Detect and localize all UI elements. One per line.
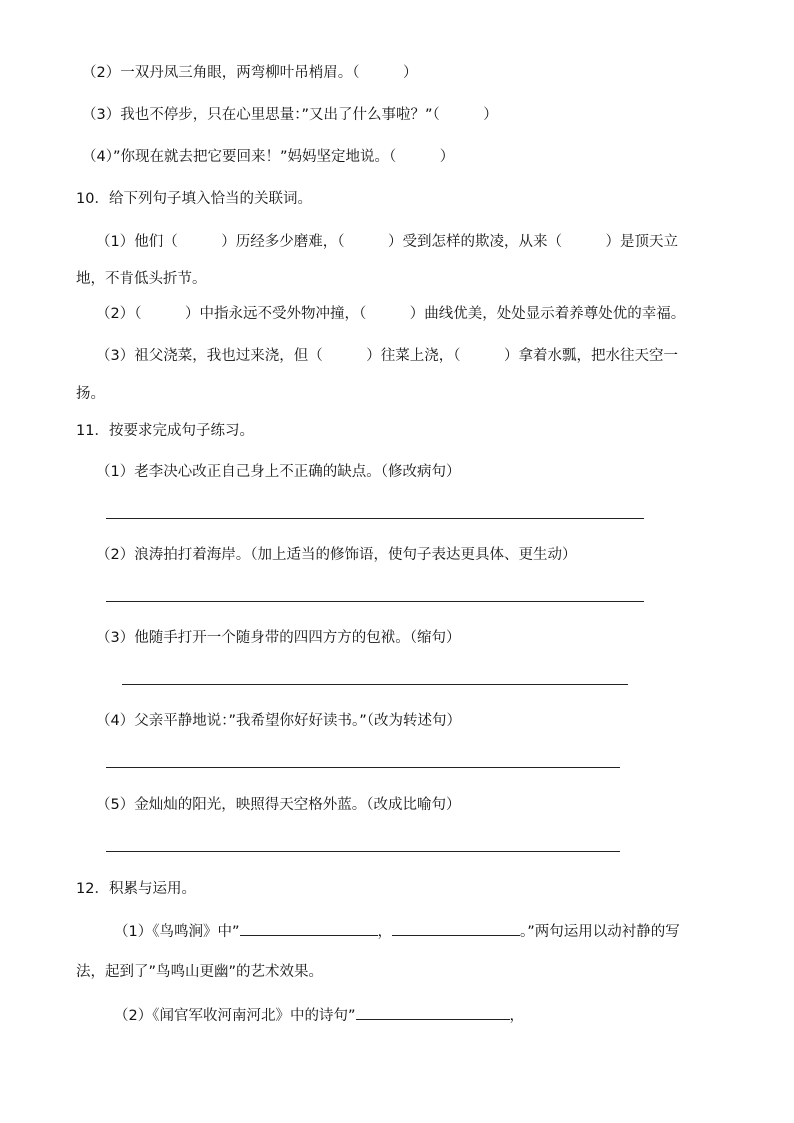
- q12-item-1-blank-1[interactable]: [240, 921, 378, 936]
- q11-item-3: （3）他随手打开一个随身带的四四方方的包袱。（缩句）: [96, 630, 461, 646]
- q11-item-1: （1）老李决心改正自己身上不正确的缺点。（修改病句）: [96, 464, 461, 480]
- q9-item-4: （4）”你现在就去把它要回来！”妈妈坚定地说。（ ）: [82, 149, 455, 165]
- q12-item-2-blank[interactable]: [356, 1005, 510, 1020]
- q9-item-2: （2）一双丹凤三角眼，两弯柳叶吊梢眉。（ ）: [82, 65, 418, 81]
- q11-answer-line-2[interactable]: [106, 601, 644, 602]
- q11-answer-line-3[interactable]: [122, 684, 628, 685]
- q11-title: 11．按要求完成句子练习。: [76, 423, 254, 439]
- q12-item-1-suffix: 。”两句运用以动衬静的写: [520, 924, 680, 940]
- q11-item-2: （2）浪涛拍打着海岸。（加上适当的修饰语，使句子表达更具体、更生动）: [96, 547, 577, 563]
- q10-title: 10．给下列句子填入恰当的关联词。: [76, 191, 312, 207]
- q11-item-4: （4）父亲平静地说：”我希望你好好读书。”（改为转述句）: [96, 713, 461, 729]
- q12-item-2: [114, 1005, 524, 1026]
- q10-item-2: （2）（ ）中指永远不受外物冲撞，（ ）曲线优美，处处显示着养尊处优的幸福。: [96, 306, 686, 322]
- q12-item-1-separator: ，: [377, 924, 392, 940]
- q10-item-3-line-1: （3）祖父浇菜，我也过来浇，但（ ）往菜上浇，（ ）拿着水瓢，把水往天空一: [96, 348, 678, 364]
- q11-answer-line-4[interactable]: [106, 767, 620, 768]
- q12-item-1-blank-2[interactable]: [392, 921, 520, 936]
- q10-item-3-line-2: 扬。: [76, 386, 105, 402]
- q12-title: 12．积累与运用。: [76, 881, 196, 897]
- q11-answer-line-1[interactable]: [106, 518, 644, 519]
- q12-item-2-suffix: ，: [509, 1008, 524, 1024]
- q9-item-3: （3）我也不停步，只在心里思量：”又出了什么事啦？”（ ）: [82, 107, 498, 123]
- q10-item-1-line-2: 地，不肯低头折节。: [76, 271, 207, 287]
- q12-item-2-prefix: （2）《闻官军收河南河北》中的诗句”: [114, 1008, 356, 1024]
- q11-item-5: （5）金灿灿的阳光，映照得天空格外蓝。（改成比喻句）: [96, 797, 461, 813]
- q10-item-1-line-1: （1）他们（ ）历经多少磨难，（ ）受到怎样的欺凌，从来（ ）是顶天立: [96, 234, 678, 250]
- q12-item-1-line-2: 法，起到了”鸟鸣山更幽”的艺术效果。: [76, 964, 324, 980]
- q11-answer-line-5[interactable]: [106, 851, 620, 852]
- q12-item-1-prefix: （1）《鸟鸣涧》中”: [114, 924, 240, 940]
- q12-item-1-line-1: [114, 921, 680, 942]
